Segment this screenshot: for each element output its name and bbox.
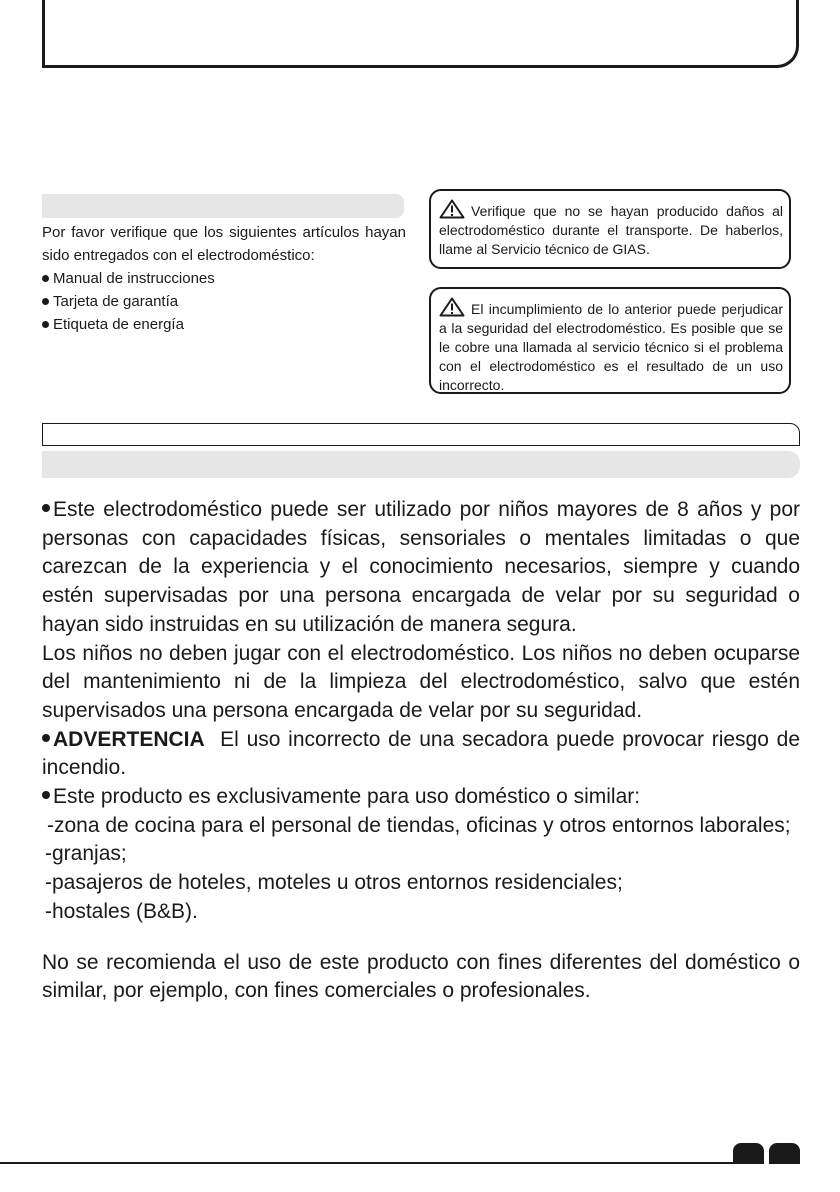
list-item [42, 290, 406, 313]
section-header-box [42, 423, 800, 446]
footer-rule [0, 1162, 740, 1164]
page-number-tab [769, 1143, 800, 1164]
transport-damage-warning [429, 189, 791, 269]
bullet-icon [42, 504, 50, 512]
list-item-label: Tarjeta de garantía [53, 293, 179, 310]
warning-text: Verifique que no se hayan producido daños al electrodoméstico durante el transporte. De haberlos, llame al Servicio técnico de GIAS. [439, 203, 783, 257]
page-number-tab [733, 1143, 764, 1164]
paragraph-text: Este producto es exclusivamente para uso doméstico o similar: [53, 785, 641, 809]
safety-instructions [42, 496, 800, 1006]
list-item: -hostales (B&B). [45, 899, 198, 923]
warning-triangle-icon [439, 297, 465, 317]
safety-paragraph-play: Los niños no deben jugar con el electrodoméstico. Los niños no deben ocuparse del mantenimiento ni de la limpieza del electrodoméstico, salvo que estén supervisados una persona encargada de velar por su seguridad. [42, 641, 800, 722]
closing-paragraph: No se recomienda el uso de este producto con fines diferentes del doméstico o similar, por ejemplo, con fines comerciales o profesionales. [42, 950, 800, 1003]
warning-label: ADVERTENCIA [53, 727, 205, 751]
section-subheading-bar [42, 451, 800, 478]
warning-text: El uso incorrecto de una secadora puede provocar riesgo de incendio. [42, 727, 800, 780]
page-header-box [42, 0, 799, 68]
bullet-icon [42, 791, 50, 799]
domestic-use-intro [42, 783, 800, 812]
paragraph-text: Este electrodoméstico puede ser utilizado por niños mayores de 8 años y por personas con capacidades físicas, sensoriales o mentales limitadas o que carezcan de la experiencia y el conocimiento necesarios, siempre y cuando estén supervisadas por una persona encargada de velar por su seguridad o hayan sido instruidas en su utilización de manera segura. [42, 498, 800, 636]
warning-text: El incumplimiento de lo anterior puede perjudicar a la seguridad del electrodoméstico. Es posible que se le cobre una llamada al servicio técnico si el problema con el electrodoméstico es el resultado de un uso incorrecto. [439, 301, 783, 393]
list-item: -granjas; [45, 842, 127, 866]
warning-triangle-icon [439, 199, 465, 219]
bullet-icon [42, 275, 49, 282]
list-item-label: Etiqueta de energía [53, 316, 184, 333]
list-item [42, 313, 406, 336]
checklist-heading-bar [42, 194, 404, 218]
delivery-checklist [42, 221, 406, 336]
list-item-label: Manual de instrucciones [53, 270, 215, 287]
bullet-icon [42, 298, 49, 305]
paragraph-spacer [42, 927, 800, 949]
list-item [42, 267, 406, 290]
checklist-intro: Por favor verifique que los siguientes artículos hayan sido entregados con el electrodoméstico: [42, 224, 406, 264]
list-item: -zona de cocina para el personal de tiendas, oficinas y otros entornos laborales; [47, 813, 791, 837]
safety-paragraph-children [42, 496, 800, 640]
bullet-icon [42, 734, 50, 742]
bullet-icon [42, 321, 49, 328]
list-item: -pasajeros de hoteles, moteles u otros entornos residenciales; [45, 871, 623, 895]
noncompliance-warning [429, 287, 791, 394]
fire-risk-warning [42, 726, 800, 783]
